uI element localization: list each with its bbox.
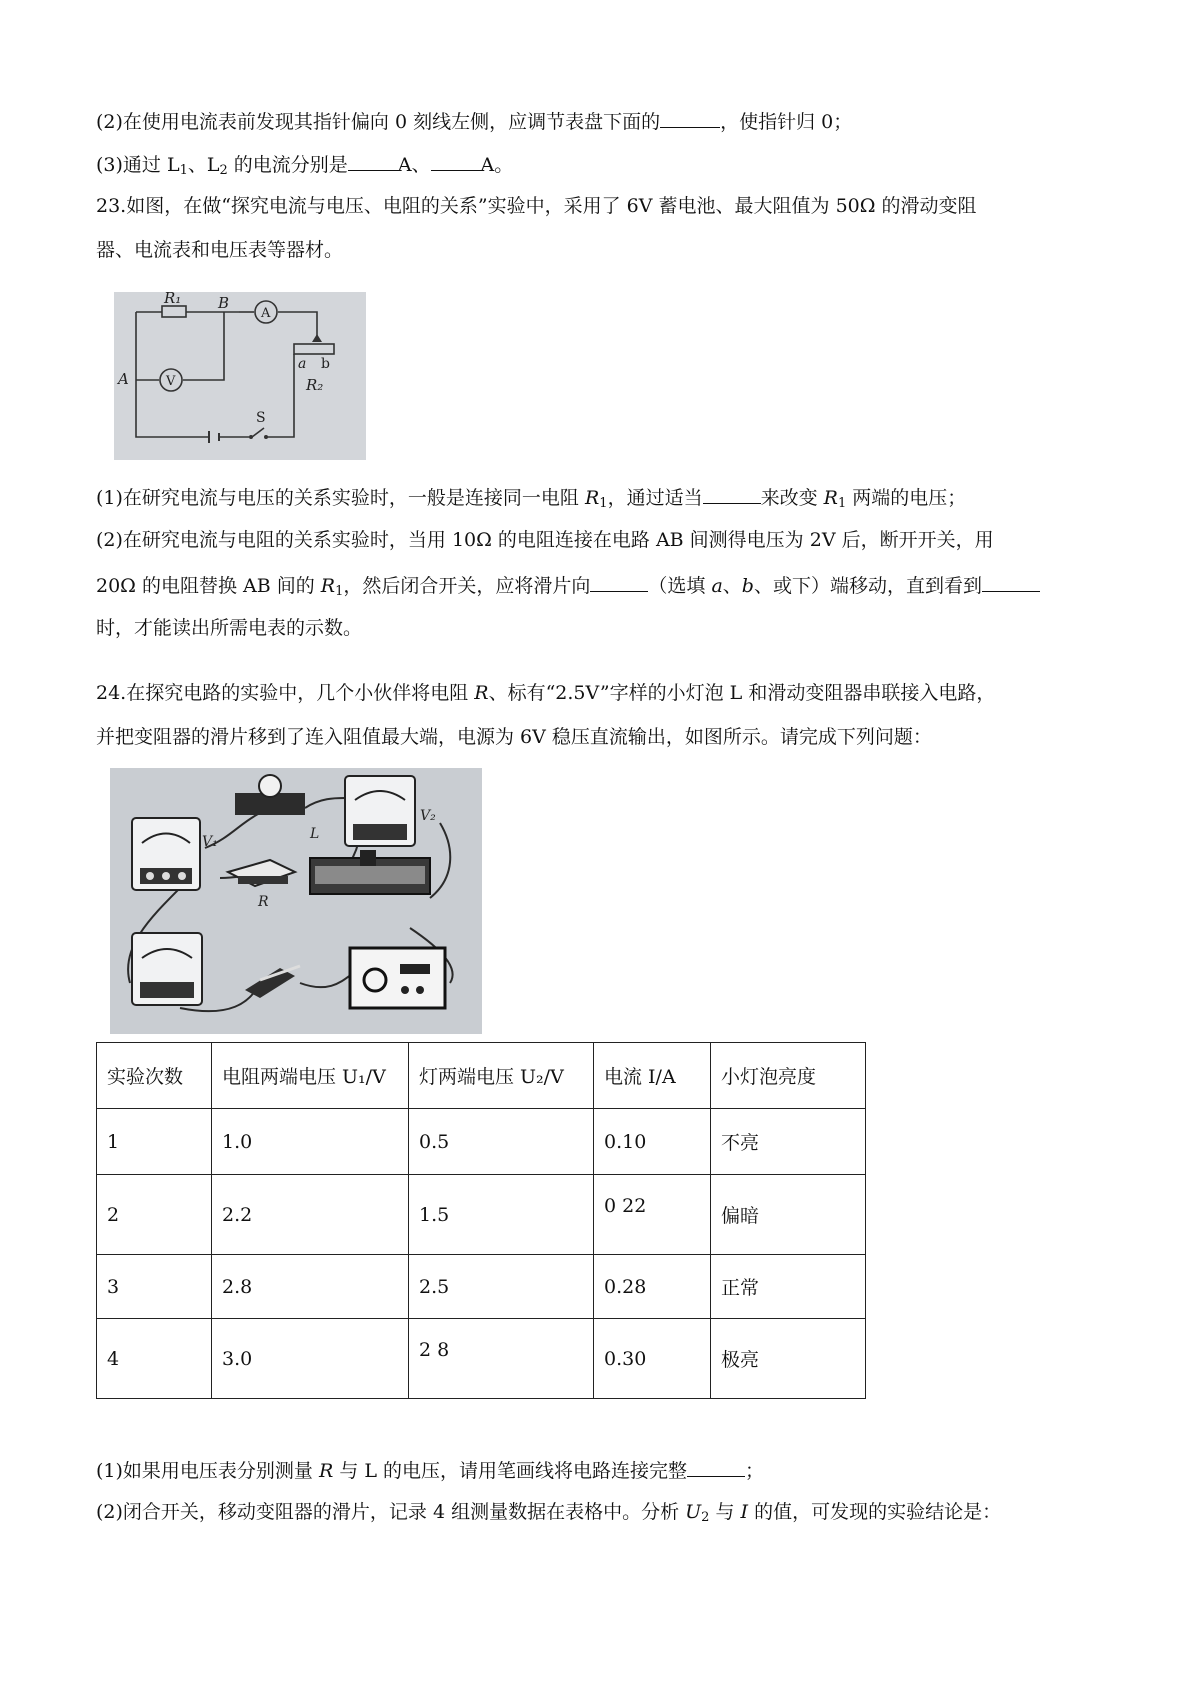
table-cell: 1.5 <box>409 1175 594 1255</box>
answer-blank[interactable] <box>348 150 398 171</box>
answer-blank[interactable] <box>982 571 1040 592</box>
lamp-l <box>235 775 305 815</box>
q22-part3: (3)通过 $L_1$、$L_2$ 的电流分别是 A、 A。 <box>96 150 513 184</box>
table-cell: 0.10 <box>594 1109 711 1175</box>
answer-blank[interactable] <box>431 150 481 171</box>
table-cell: 0.28 <box>594 1255 711 1319</box>
v1-label: V₁ <box>202 834 218 850</box>
r1-label: R₁ <box>164 292 182 307</box>
resistor-r <box>228 860 295 886</box>
answer-blank[interactable] <box>703 483 761 504</box>
q22-part2: (2)在使用电流表前发现其指针偏向 0 刻线左侧，应调节表盘下面的 ，使指针归 0； <box>96 107 852 135</box>
q23-part2-line1: (2)在研究电流与电阻的关系实验时，当用 10Ω 的电阻连接在电路 AB 间测得电压为 2V 后，断开开关，用 <box>96 529 994 551</box>
voltmeter-label: V <box>166 374 176 389</box>
table-header-row <box>97 1043 866 1109</box>
r2-label: R₂ <box>306 376 324 394</box>
q23-part2-line2: 20Ω 的电阻替换 AB 间的 $R_1$，然后闭合开关，应将滑片向 （选填 a、b、或下）端移动，直到看到 <box>96 571 1040 605</box>
table-cell: 3.0 <box>212 1319 409 1399</box>
table-row <box>97 1255 866 1319</box>
q23-stem-line2: 器、电流表和电压表等器材。 <box>96 239 344 261</box>
slider-a-label: a <box>298 356 307 372</box>
table-header-cell: 实验次数 <box>97 1043 212 1109</box>
table-row <box>97 1175 866 1255</box>
q23-part1: (1)在研究电流与电压的关系实验时，一般是连接同一电阻 $R_1$，通过适当 来改变 $R_1$ 两端的电压； <box>96 483 966 517</box>
rheostat-r2 <box>294 344 334 354</box>
rheostat <box>310 850 430 894</box>
circuit-photo <box>110 768 482 1034</box>
table-cell: 3 <box>97 1255 212 1319</box>
table-cell: 2 8 <box>409 1319 594 1399</box>
node-a-label: A <box>118 370 129 388</box>
answer-blank[interactable] <box>590 571 648 592</box>
switch <box>245 966 300 998</box>
resistor-r1 <box>162 306 186 317</box>
switch-label: S <box>256 410 266 426</box>
data-table <box>96 1042 866 1399</box>
circuit-diagram <box>114 292 366 460</box>
q24-stem-line2: 并把变阻器的滑片移到了连入阻值最大端，电源为 6V 稳压直流输出，如图所示。请完成下列问题： <box>96 726 932 748</box>
table-cell: 1 <box>97 1109 212 1175</box>
q23-part2-line3: 时，才能读出所需电表的示数。 <box>96 617 363 639</box>
table-header-cell: 小灯泡亮度 <box>711 1043 866 1109</box>
table-cell: 1.0 <box>212 1109 409 1175</box>
power-supply <box>350 948 445 1008</box>
table-cell: 偏暗 <box>711 1175 866 1255</box>
answer-blank[interactable] <box>687 1456 745 1477</box>
lamp-label: L <box>310 826 320 842</box>
slider-b-label: b <box>321 356 330 372</box>
circuit-photo-svg <box>110 768 482 1034</box>
q24-part2: (2)闭合开关，移动变阻器的滑片，记录 4 组测量数据在表格中。分析 $U_2$ 与 I 的值，可发现的实验结论是： <box>96 1501 1002 1525</box>
table-cell: 2 <box>97 1175 212 1255</box>
table-cell: 0.30 <box>594 1319 711 1399</box>
table-cell: 0 22 <box>594 1175 711 1255</box>
table-cell: 2.8 <box>212 1255 409 1319</box>
voltmeter-v1 <box>132 818 200 890</box>
table-cell: 极亮 <box>711 1319 866 1399</box>
table-row <box>97 1319 866 1399</box>
ammeter <box>132 933 202 1005</box>
table-cell: 0.5 <box>409 1109 594 1175</box>
table-cell: 不亮 <box>711 1109 866 1175</box>
node-b-label: B <box>218 294 230 312</box>
q23-stem-line1: 23.如图，在做“探究电流与电压、电阻的关系”实验中，采用了 6V 蓄电池、最大阻值为 50Ω 的滑动变阻 <box>96 195 977 217</box>
table-cell: 2.5 <box>409 1255 594 1319</box>
table-cell: 正常 <box>711 1255 866 1319</box>
v2-label: V₂ <box>420 808 436 824</box>
table-cell: 4 <box>97 1319 212 1399</box>
q24-part1: (1)如果用电压表分别测量 R 与 L 的电压，请用笔画线将电路连接完整 ； <box>96 1456 764 1484</box>
table-row <box>97 1109 866 1175</box>
resistor-label: R <box>258 894 269 910</box>
q24-stem-line1: 24.在探究电路的实验中，几个小伙伴将电阻 R、标有“2.5V”字样的小灯泡 L 和滑动变阻器串联接入电路， <box>96 682 996 704</box>
voltmeter-v2 <box>345 776 415 846</box>
table-cell: 2.2 <box>212 1175 409 1255</box>
answer-blank[interactable] <box>660 107 720 128</box>
table-header-cell: 灯两端电压 U₂/V <box>409 1043 594 1109</box>
table-header-cell: 电阻两端电压 U₁/V <box>212 1043 409 1109</box>
table-header-cell: 电流 I/A <box>594 1043 711 1109</box>
ammeter-label: A <box>261 306 271 321</box>
circuit-diagram-svg <box>114 292 366 460</box>
